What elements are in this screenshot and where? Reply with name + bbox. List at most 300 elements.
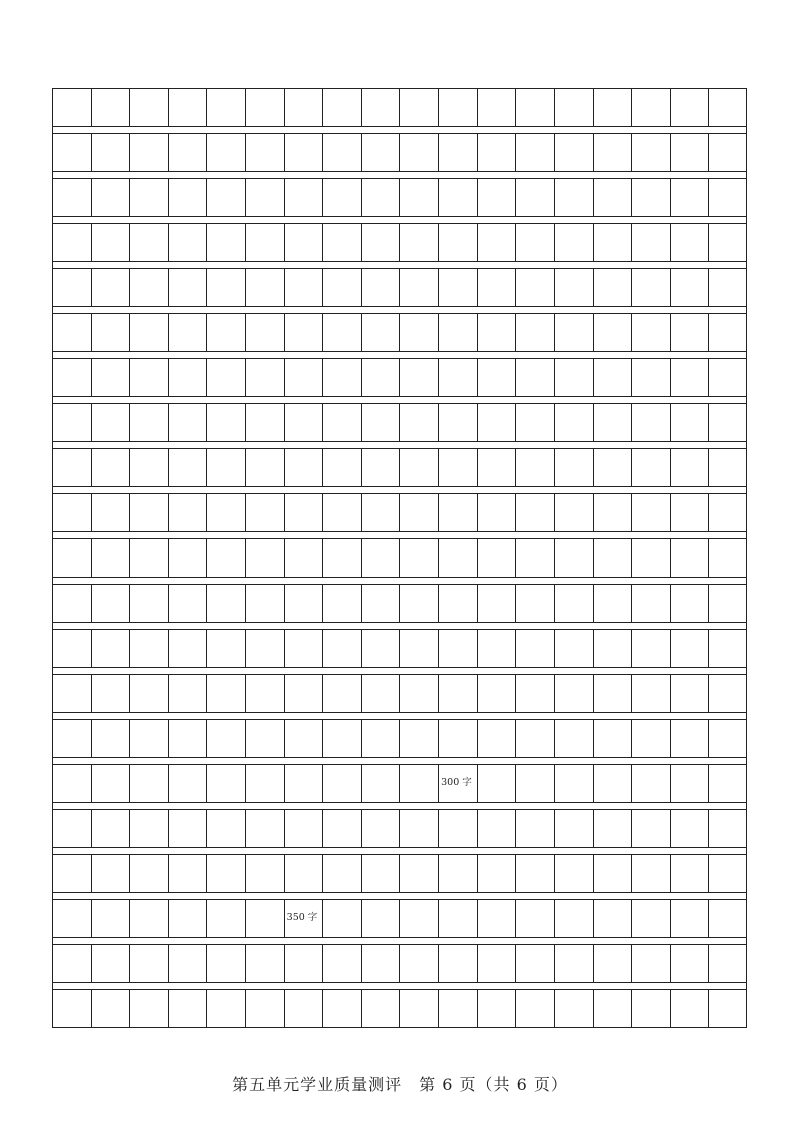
grid-cell[interactable] bbox=[478, 810, 517, 847]
grid-cell[interactable] bbox=[323, 494, 362, 531]
grid-cell[interactable] bbox=[478, 224, 517, 261]
grid-cell[interactable] bbox=[130, 179, 169, 216]
grid-cell[interactable] bbox=[130, 630, 169, 667]
grid-cell[interactable] bbox=[92, 675, 131, 712]
grid-cell[interactable] bbox=[323, 539, 362, 576]
grid-cell[interactable] bbox=[362, 359, 401, 396]
grid-cell[interactable] bbox=[439, 179, 478, 216]
grid-cell[interactable] bbox=[709, 89, 748, 126]
grid-cell[interactable] bbox=[285, 675, 324, 712]
grid-cell[interactable] bbox=[207, 89, 246, 126]
grid-cell[interactable] bbox=[362, 945, 401, 982]
grid-cell[interactable] bbox=[516, 810, 555, 847]
grid-cell[interactable] bbox=[671, 89, 710, 126]
grid-cell[interactable] bbox=[323, 765, 362, 802]
grid-cell[interactable] bbox=[130, 89, 169, 126]
grid-cell[interactable] bbox=[362, 765, 401, 802]
grid-cell[interactable] bbox=[130, 269, 169, 306]
grid-cell[interactable] bbox=[323, 720, 362, 757]
grid-cell[interactable] bbox=[555, 179, 594, 216]
grid-cell[interactable] bbox=[130, 314, 169, 351]
grid-cell[interactable] bbox=[594, 89, 633, 126]
grid-cell[interactable] bbox=[323, 675, 362, 712]
grid-cell[interactable] bbox=[53, 855, 92, 892]
grid-cell[interactable] bbox=[555, 314, 594, 351]
grid-cell[interactable] bbox=[323, 945, 362, 982]
grid-cell[interactable] bbox=[323, 810, 362, 847]
grid-cell[interactable] bbox=[207, 359, 246, 396]
grid-cell[interactable] bbox=[401, 810, 440, 847]
grid-cell[interactable] bbox=[709, 224, 748, 261]
grid-cell[interactable] bbox=[246, 134, 285, 171]
grid-cell[interactable] bbox=[285, 765, 324, 802]
grid-cell[interactable] bbox=[285, 585, 324, 622]
grid-cell[interactable] bbox=[594, 269, 633, 306]
grid-cell[interactable] bbox=[594, 404, 633, 441]
grid-cell[interactable] bbox=[632, 900, 671, 937]
grid-cell[interactable] bbox=[130, 810, 169, 847]
grid-cell[interactable] bbox=[92, 179, 131, 216]
grid-cell[interactable] bbox=[169, 314, 208, 351]
grid-cell[interactable] bbox=[401, 765, 440, 802]
grid-cell[interactable] bbox=[632, 179, 671, 216]
grid-cell[interactable] bbox=[53, 765, 92, 802]
grid-cell[interactable] bbox=[401, 179, 440, 216]
grid-cell[interactable] bbox=[362, 720, 401, 757]
grid-cell[interactable] bbox=[632, 855, 671, 892]
grid-cell[interactable] bbox=[207, 855, 246, 892]
grid-cell[interactable] bbox=[555, 134, 594, 171]
grid-cell[interactable] bbox=[478, 179, 517, 216]
grid-cell[interactable] bbox=[671, 900, 710, 937]
grid-cell[interactable] bbox=[439, 990, 478, 1027]
grid-cell[interactable] bbox=[709, 179, 748, 216]
grid-cell[interactable] bbox=[632, 269, 671, 306]
grid-cell[interactable] bbox=[323, 269, 362, 306]
grid-cell[interactable] bbox=[401, 720, 440, 757]
grid-cell[interactable] bbox=[246, 630, 285, 667]
grid-cell[interactable] bbox=[285, 630, 324, 667]
grid-cell[interactable] bbox=[362, 134, 401, 171]
grid-cell[interactable] bbox=[516, 179, 555, 216]
grid-cell[interactable] bbox=[709, 494, 748, 531]
grid-cell[interactable] bbox=[92, 539, 131, 576]
grid-cell[interactable] bbox=[169, 855, 208, 892]
grid-cell[interactable] bbox=[439, 404, 478, 441]
grid-cell[interactable] bbox=[285, 720, 324, 757]
grid-cell[interactable] bbox=[516, 314, 555, 351]
grid-cell[interactable] bbox=[709, 134, 748, 171]
grid-cell[interactable] bbox=[285, 990, 324, 1027]
grid-cell[interactable] bbox=[285, 269, 324, 306]
grid-cell[interactable] bbox=[362, 494, 401, 531]
grid-cell[interactable] bbox=[632, 539, 671, 576]
grid-cell[interactable] bbox=[401, 675, 440, 712]
grid-cell[interactable] bbox=[632, 810, 671, 847]
grid-cell[interactable] bbox=[362, 224, 401, 261]
grid-cell[interactable] bbox=[362, 269, 401, 306]
grid-cell[interactable] bbox=[478, 269, 517, 306]
grid-cell[interactable] bbox=[478, 449, 517, 486]
grid-cell[interactable] bbox=[130, 855, 169, 892]
grid-cell[interactable] bbox=[362, 89, 401, 126]
grid-cell[interactable] bbox=[439, 359, 478, 396]
grid-cell[interactable] bbox=[130, 359, 169, 396]
grid-cell[interactable] bbox=[594, 675, 633, 712]
grid-cell[interactable] bbox=[53, 359, 92, 396]
grid-cell[interactable] bbox=[555, 675, 594, 712]
grid-cell[interactable] bbox=[130, 585, 169, 622]
grid-cell[interactable] bbox=[246, 359, 285, 396]
grid-cell[interactable] bbox=[53, 89, 92, 126]
grid-cell[interactable] bbox=[92, 765, 131, 802]
grid-cell[interactable] bbox=[401, 89, 440, 126]
grid-cell[interactable] bbox=[439, 134, 478, 171]
grid-cell[interactable] bbox=[323, 134, 362, 171]
grid-cell[interactable] bbox=[671, 990, 710, 1027]
grid-cell[interactable] bbox=[207, 810, 246, 847]
grid-cell[interactable] bbox=[632, 449, 671, 486]
grid-cell[interactable] bbox=[246, 720, 285, 757]
grid-cell[interactable] bbox=[169, 630, 208, 667]
grid-cell[interactable] bbox=[709, 855, 748, 892]
grid-cell[interactable] bbox=[478, 945, 517, 982]
grid-cell[interactable] bbox=[169, 720, 208, 757]
grid-cell[interactable] bbox=[92, 810, 131, 847]
grid-cell[interactable] bbox=[709, 720, 748, 757]
grid-cell[interactable] bbox=[439, 900, 478, 937]
grid-cell[interactable] bbox=[285, 900, 324, 937]
grid-cell[interactable] bbox=[53, 269, 92, 306]
grid-cell[interactable] bbox=[362, 675, 401, 712]
grid-cell[interactable] bbox=[92, 404, 131, 441]
grid-cell[interactable] bbox=[594, 494, 633, 531]
grid-cell[interactable] bbox=[130, 539, 169, 576]
grid-cell[interactable] bbox=[594, 855, 633, 892]
grid-cell[interactable] bbox=[516, 134, 555, 171]
grid-cell[interactable] bbox=[709, 810, 748, 847]
grid-cell[interactable] bbox=[555, 810, 594, 847]
grid-cell[interactable] bbox=[323, 314, 362, 351]
grid-cell[interactable] bbox=[439, 585, 478, 622]
grid-cell[interactable] bbox=[439, 855, 478, 892]
grid-cell[interactable] bbox=[362, 539, 401, 576]
grid-cell[interactable] bbox=[632, 494, 671, 531]
grid-cell[interactable] bbox=[323, 224, 362, 261]
grid-cell[interactable] bbox=[169, 990, 208, 1027]
grid-cell[interactable] bbox=[671, 585, 710, 622]
grid-cell[interactable] bbox=[53, 585, 92, 622]
grid-cell[interactable] bbox=[285, 134, 324, 171]
grid-cell[interactable] bbox=[671, 404, 710, 441]
grid-cell[interactable] bbox=[362, 585, 401, 622]
grid-cell[interactable] bbox=[439, 630, 478, 667]
grid-cell[interactable] bbox=[594, 449, 633, 486]
grid-cell[interactable] bbox=[401, 449, 440, 486]
grid-cell[interactable] bbox=[246, 224, 285, 261]
grid-cell[interactable] bbox=[285, 224, 324, 261]
grid-cell[interactable] bbox=[516, 675, 555, 712]
grid-cell[interactable] bbox=[169, 359, 208, 396]
grid-cell[interactable] bbox=[169, 585, 208, 622]
grid-cell[interactable] bbox=[323, 359, 362, 396]
grid-cell[interactable] bbox=[516, 855, 555, 892]
grid-cell[interactable] bbox=[671, 359, 710, 396]
grid-cell[interactable] bbox=[285, 945, 324, 982]
grid-cell[interactable] bbox=[555, 585, 594, 622]
grid-cell[interactable] bbox=[246, 539, 285, 576]
grid-cell[interactable] bbox=[246, 179, 285, 216]
grid-cell[interactable] bbox=[709, 539, 748, 576]
grid-cell[interactable] bbox=[632, 134, 671, 171]
grid-cell[interactable] bbox=[246, 314, 285, 351]
grid-cell[interactable] bbox=[169, 269, 208, 306]
grid-cell[interactable] bbox=[362, 810, 401, 847]
grid-cell[interactable] bbox=[169, 134, 208, 171]
grid-cell[interactable] bbox=[246, 945, 285, 982]
grid-cell[interactable] bbox=[169, 900, 208, 937]
grid-cell[interactable] bbox=[207, 630, 246, 667]
grid-cell[interactable] bbox=[92, 494, 131, 531]
grid-cell[interactable] bbox=[632, 224, 671, 261]
grid-cell[interactable] bbox=[246, 810, 285, 847]
grid-cell[interactable] bbox=[207, 765, 246, 802]
grid-cell[interactable] bbox=[594, 224, 633, 261]
grid-cell[interactable] bbox=[671, 855, 710, 892]
grid-cell[interactable] bbox=[671, 224, 710, 261]
grid-cell[interactable] bbox=[207, 179, 246, 216]
grid-cell[interactable] bbox=[516, 720, 555, 757]
grid-cell[interactable] bbox=[439, 314, 478, 351]
grid-cell[interactable] bbox=[401, 359, 440, 396]
grid-cell[interactable] bbox=[362, 314, 401, 351]
grid-cell[interactable] bbox=[594, 810, 633, 847]
grid-cell[interactable] bbox=[207, 675, 246, 712]
grid-cell[interactable] bbox=[401, 539, 440, 576]
grid-cell[interactable] bbox=[130, 404, 169, 441]
grid-cell[interactable] bbox=[555, 224, 594, 261]
grid-cell[interactable] bbox=[439, 269, 478, 306]
grid-cell[interactable] bbox=[632, 314, 671, 351]
grid-cell[interactable] bbox=[246, 404, 285, 441]
grid-cell[interactable] bbox=[401, 990, 440, 1027]
grid-cell[interactable] bbox=[632, 89, 671, 126]
grid-cell[interactable] bbox=[671, 494, 710, 531]
grid-cell[interactable] bbox=[594, 179, 633, 216]
grid-cell[interactable] bbox=[169, 945, 208, 982]
grid-cell[interactable] bbox=[169, 810, 208, 847]
grid-cell[interactable] bbox=[594, 359, 633, 396]
grid-cell[interactable] bbox=[555, 855, 594, 892]
grid-cell[interactable] bbox=[130, 675, 169, 712]
grid-cell[interactable] bbox=[401, 900, 440, 937]
grid-cell[interactable] bbox=[323, 585, 362, 622]
grid-cell[interactable] bbox=[207, 224, 246, 261]
grid-cell[interactable] bbox=[439, 945, 478, 982]
grid-cell[interactable] bbox=[130, 494, 169, 531]
grid-cell[interactable] bbox=[671, 945, 710, 982]
grid-cell[interactable] bbox=[632, 945, 671, 982]
grid-cell[interactable] bbox=[478, 404, 517, 441]
grid-cell[interactable] bbox=[594, 990, 633, 1027]
grid-cell[interactable] bbox=[632, 630, 671, 667]
grid-cell[interactable] bbox=[92, 359, 131, 396]
grid-cell[interactable] bbox=[516, 224, 555, 261]
grid-cell[interactable] bbox=[207, 539, 246, 576]
grid-cell[interactable] bbox=[632, 765, 671, 802]
grid-cell[interactable] bbox=[671, 539, 710, 576]
grid-cell[interactable] bbox=[207, 134, 246, 171]
grid-cell[interactable] bbox=[709, 585, 748, 622]
grid-cell[interactable] bbox=[246, 855, 285, 892]
grid-cell[interactable] bbox=[53, 990, 92, 1027]
grid-cell[interactable] bbox=[439, 449, 478, 486]
grid-cell[interactable] bbox=[362, 449, 401, 486]
grid-cell[interactable] bbox=[439, 539, 478, 576]
grid-cell[interactable] bbox=[555, 990, 594, 1027]
grid-cell[interactable] bbox=[478, 765, 517, 802]
grid-cell[interactable] bbox=[516, 404, 555, 441]
grid-cell[interactable] bbox=[516, 449, 555, 486]
grid-cell[interactable] bbox=[555, 539, 594, 576]
grid-cell[interactable] bbox=[53, 900, 92, 937]
grid-cell[interactable] bbox=[516, 900, 555, 937]
grid-cell[interactable] bbox=[516, 990, 555, 1027]
grid-cell[interactable] bbox=[285, 314, 324, 351]
grid-cell[interactable] bbox=[516, 494, 555, 531]
grid-cell[interactable] bbox=[478, 990, 517, 1027]
grid-cell[interactable] bbox=[246, 990, 285, 1027]
grid-cell[interactable] bbox=[555, 269, 594, 306]
grid-cell[interactable] bbox=[671, 449, 710, 486]
grid-cell[interactable] bbox=[478, 855, 517, 892]
grid-cell[interactable] bbox=[516, 630, 555, 667]
grid-cell[interactable] bbox=[555, 630, 594, 667]
grid-cell[interactable] bbox=[555, 404, 594, 441]
grid-cell[interactable] bbox=[671, 179, 710, 216]
grid-cell[interactable] bbox=[285, 359, 324, 396]
grid-cell[interactable] bbox=[594, 630, 633, 667]
grid-cell[interactable] bbox=[439, 720, 478, 757]
grid-cell[interactable] bbox=[439, 494, 478, 531]
grid-cell[interactable] bbox=[516, 359, 555, 396]
grid-cell[interactable] bbox=[362, 404, 401, 441]
grid-cell[interactable] bbox=[478, 720, 517, 757]
grid-cell[interactable] bbox=[709, 314, 748, 351]
grid-cell[interactable] bbox=[92, 990, 131, 1027]
grid-cell[interactable] bbox=[323, 900, 362, 937]
grid-cell[interactable] bbox=[439, 810, 478, 847]
grid-cell[interactable] bbox=[555, 720, 594, 757]
grid-cell[interactable] bbox=[362, 179, 401, 216]
grid-cell[interactable] bbox=[709, 765, 748, 802]
grid-cell[interactable] bbox=[478, 89, 517, 126]
grid-cell[interactable] bbox=[207, 990, 246, 1027]
grid-cell[interactable] bbox=[53, 630, 92, 667]
grid-cell[interactable] bbox=[53, 494, 92, 531]
grid-cell[interactable] bbox=[709, 449, 748, 486]
grid-cell[interactable] bbox=[555, 494, 594, 531]
grid-cell[interactable] bbox=[207, 945, 246, 982]
grid-cell[interactable] bbox=[207, 269, 246, 306]
grid-cell[interactable] bbox=[207, 900, 246, 937]
grid-cell[interactable] bbox=[130, 945, 169, 982]
grid-cell[interactable] bbox=[709, 359, 748, 396]
grid-cell[interactable] bbox=[671, 810, 710, 847]
grid-cell[interactable] bbox=[555, 359, 594, 396]
grid-cell[interactable] bbox=[401, 404, 440, 441]
grid-cell[interactable] bbox=[709, 404, 748, 441]
grid-cell[interactable] bbox=[130, 765, 169, 802]
grid-cell[interactable] bbox=[555, 900, 594, 937]
grid-cell[interactable] bbox=[478, 314, 517, 351]
grid-cell[interactable] bbox=[362, 855, 401, 892]
grid-cell[interactable] bbox=[169, 404, 208, 441]
grid-cell[interactable] bbox=[130, 990, 169, 1027]
grid-cell[interactable] bbox=[439, 89, 478, 126]
grid-cell[interactable] bbox=[401, 134, 440, 171]
grid-cell[interactable] bbox=[401, 855, 440, 892]
grid-cell[interactable] bbox=[555, 89, 594, 126]
grid-cell[interactable] bbox=[709, 945, 748, 982]
grid-cell[interactable] bbox=[285, 494, 324, 531]
grid-cell[interactable] bbox=[323, 404, 362, 441]
grid-cell[interactable] bbox=[401, 585, 440, 622]
grid-cell[interactable] bbox=[169, 494, 208, 531]
grid-cell[interactable] bbox=[53, 945, 92, 982]
grid-cell[interactable] bbox=[594, 720, 633, 757]
grid-cell[interactable] bbox=[323, 89, 362, 126]
grid-cell[interactable] bbox=[709, 675, 748, 712]
grid-cell[interactable] bbox=[555, 765, 594, 802]
grid-cell[interactable] bbox=[401, 630, 440, 667]
grid-cell[interactable] bbox=[555, 449, 594, 486]
grid-cell[interactable] bbox=[709, 990, 748, 1027]
grid-cell[interactable] bbox=[130, 224, 169, 261]
grid-cell[interactable] bbox=[632, 720, 671, 757]
grid-cell[interactable] bbox=[516, 539, 555, 576]
grid-cell[interactable] bbox=[246, 765, 285, 802]
grid-cell[interactable] bbox=[516, 765, 555, 802]
grid-cell[interactable] bbox=[478, 494, 517, 531]
grid-cell[interactable] bbox=[285, 179, 324, 216]
grid-cell[interactable] bbox=[246, 900, 285, 937]
grid-cell[interactable] bbox=[594, 900, 633, 937]
grid-cell[interactable] bbox=[285, 404, 324, 441]
grid-cell[interactable] bbox=[53, 179, 92, 216]
grid-cell[interactable] bbox=[92, 314, 131, 351]
grid-cell[interactable] bbox=[323, 179, 362, 216]
grid-cell[interactable] bbox=[516, 89, 555, 126]
grid-cell[interactable] bbox=[53, 224, 92, 261]
grid-cell[interactable] bbox=[516, 945, 555, 982]
grid-cell[interactable] bbox=[169, 675, 208, 712]
grid-cell[interactable] bbox=[401, 314, 440, 351]
grid-cell[interactable] bbox=[169, 449, 208, 486]
grid-cell[interactable] bbox=[362, 990, 401, 1027]
grid-cell[interactable] bbox=[632, 675, 671, 712]
grid-cell[interactable] bbox=[632, 585, 671, 622]
grid-cell[interactable] bbox=[439, 675, 478, 712]
grid-cell[interactable] bbox=[130, 720, 169, 757]
grid-cell[interactable] bbox=[478, 359, 517, 396]
grid-cell[interactable] bbox=[671, 134, 710, 171]
grid-cell[interactable] bbox=[246, 494, 285, 531]
grid-cell[interactable] bbox=[401, 269, 440, 306]
grid-cell[interactable] bbox=[401, 224, 440, 261]
grid-cell[interactable] bbox=[53, 314, 92, 351]
grid-cell[interactable] bbox=[671, 314, 710, 351]
